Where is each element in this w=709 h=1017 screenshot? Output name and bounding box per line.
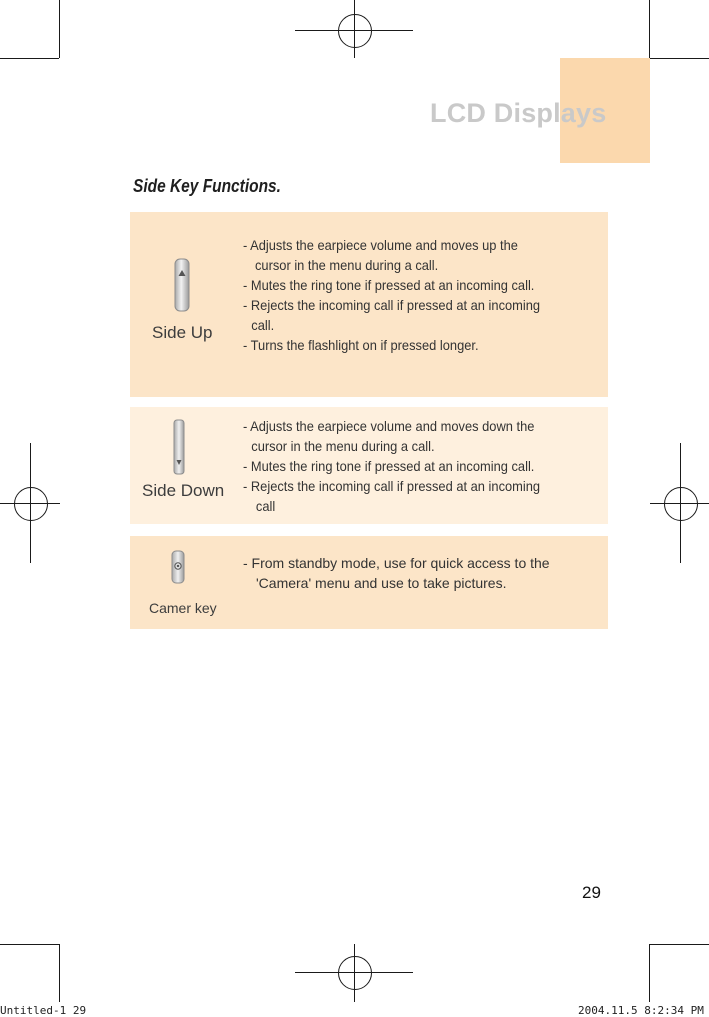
side-up-line-3: - Rejects the incoming call if pressed at an incoming call. (243, 297, 541, 333)
camera-key-line-1: - From standby mode, use for quick access to the 'Camera' menu and use to take pictures. (243, 555, 550, 591)
crop-mark-bottom-right-h (650, 944, 709, 945)
crop-mark-top-right-v (649, 0, 650, 58)
side-down-line-1: - Adjusts the earpiece volume and moves down the cursor in the menu during a call. (243, 418, 535, 454)
side-down-line-3: - Rejects the incoming call if pressed at an incoming call (243, 478, 541, 514)
camera-key-panel (130, 536, 608, 629)
side-down-key-icon (172, 419, 186, 480)
registration-mark-bottom-circle (338, 956, 372, 990)
side-down-line-2: - Mutes the ring tone if pressed at an incoming call. (243, 458, 535, 474)
side-down-description (243, 416, 593, 516)
footer-file-label: Untitled-1 29 (0, 1004, 87, 1017)
crop-mark-bottom-left-h (0, 944, 59, 945)
crop-mark-top-left-v (59, 0, 60, 58)
side-down-panel (130, 407, 608, 524)
footer-timestamp: 2004.11.5 8:2:34 PM (578, 1004, 704, 1017)
section-title: Side Key Functions. (133, 176, 281, 196)
camera-key-label: Camer key (149, 600, 217, 616)
registration-mark-top-circle (338, 14, 372, 48)
page-number: 29 (582, 883, 601, 902)
registration-mark-right-circle (664, 487, 698, 521)
registration-mark-left-circle (14, 487, 48, 521)
side-up-key-icon (172, 258, 192, 317)
crop-mark-bottom-right-v (649, 944, 650, 1002)
crop-mark-top-left-h (0, 58, 59, 59)
side-down-label: Side Down (142, 481, 225, 500)
side-up-line-1: - Adjusts the earpiece volume and moves up the cursor in the menu during a call. (243, 237, 518, 273)
side-up-panel (130, 212, 608, 397)
crop-mark-top-right-h (650, 58, 709, 59)
side-up-label: Side Up (152, 323, 213, 342)
page-title: LCD Displays (430, 98, 607, 128)
camera-key-icon (170, 550, 186, 589)
camera-key-description (243, 553, 603, 593)
crop-mark-bottom-left-v (59, 944, 60, 1002)
side-up-description (243, 235, 593, 355)
side-up-line-4: - Turns the flashlight on if pressed longer. (243, 337, 479, 353)
side-up-line-2: - Mutes the ring tone if pressed at an incoming call. (243, 277, 535, 293)
